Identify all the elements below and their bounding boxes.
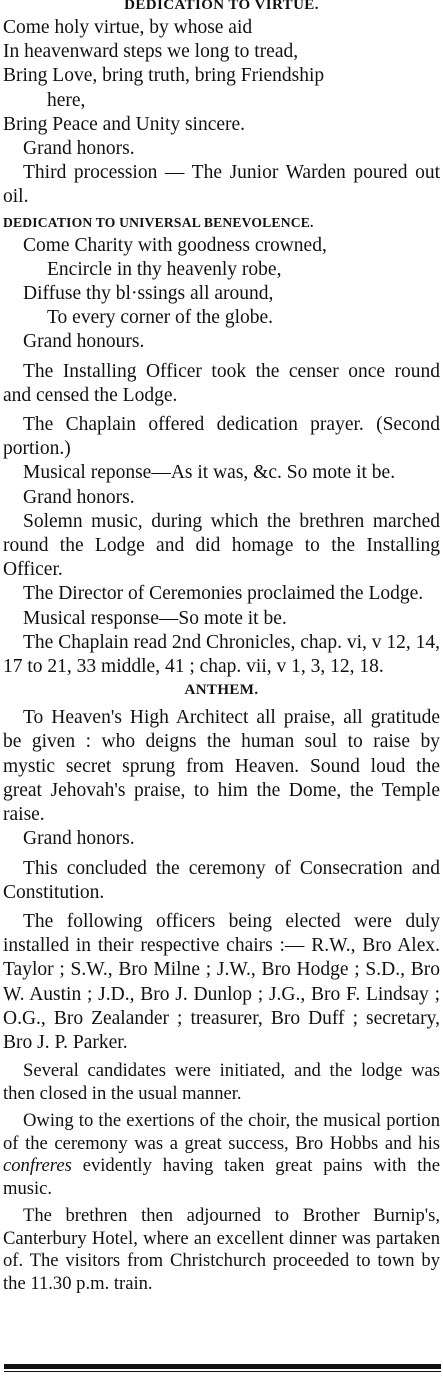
confreres-italic: confreres bbox=[3, 1155, 72, 1177]
verse-line: here, bbox=[47, 89, 86, 111]
benevolence-verse bbox=[3, 234, 440, 331]
candidates-paragraph: Several candidates were initiated, and the lodge was then closed in the usual manner. bbox=[3, 1060, 440, 1104]
third-procession-paragraph: Third procession — The Junior Warden poured out oil. bbox=[3, 162, 440, 208]
verse-line: To every corner of the globe. bbox=[47, 307, 274, 329]
dinner-paragraph: The brethren then adjourned to Brother Burnip's, Canterbury Hotel, where an excellent dinner was partaken of. The visitors from Christchurch proceeded to town by the 11.30 p.m. train. bbox=[3, 1205, 440, 1294]
musical-response-paragraph: Musical response—So mote it be. bbox=[23, 607, 287, 629]
verse-line: Come holy virtue, by whose aid bbox=[3, 17, 253, 38]
chronicles-paragraph: The Chaplain read 2nd Chronicles, chap. vi, v 12, 14, 17 to 21, 33 middle, 41 ; chap. vii, v 1, 3, 12, 18. bbox=[3, 631, 440, 678]
end-rule-thin bbox=[4, 1371, 441, 1372]
choir-text-end: evidently having taken great pains with the music. bbox=[3, 1155, 440, 1199]
verse-line: In heavenward steps we long to tread, bbox=[3, 41, 299, 63]
verse-line: Bring Love, bring truth, bring Friendship bbox=[3, 65, 325, 87]
verse-line: Diffuse thy bl·ssings all around, bbox=[23, 283, 274, 305]
musical-reponse-paragraph: Musical reponse—As it was, &c. So mote it be. bbox=[23, 462, 396, 484]
grand-honors-2: Grand honors. bbox=[23, 828, 135, 850]
grand-honors: Grand honors. bbox=[23, 138, 135, 160]
anthem-heading: ANTHEM. bbox=[184, 682, 259, 699]
anthem-paragraph: To Heaven's High Architect all praise, all gratitude be given : who deigns the human soul to raise by mystic secret sprung from Heaven. Sound loud the great Jehovah's praise, to him the Dome, the Temple raise. bbox=[3, 707, 440, 826]
concluded-paragraph: This concluded the ceremony of Consecration and Constitution. bbox=[3, 857, 440, 903]
director-paragraph: The Director of Ceremonies proclaimed the Lodge. bbox=[23, 583, 424, 605]
verse-line: Encircle in thy heavenly robe, bbox=[47, 258, 282, 280]
verse-line: Come Charity with goodness crowned, bbox=[23, 234, 327, 256]
choir-paragraph bbox=[3, 1110, 440, 1200]
end-rule-thick bbox=[4, 1364, 441, 1369]
grand-honors: Grand honors. bbox=[23, 486, 135, 508]
dedication-virtue-heading: DEDICATION TO VIRTUE. bbox=[124, 0, 319, 13]
dedication-benevolence-heading: DEDICATION TO UNIVERSAL BENEVOLENCE. bbox=[3, 214, 314, 230]
choir-text-start: Owing to the exertions of the choir, the musical portion of the ceremony was a great success, Bro Hobbs and his bbox=[3, 1110, 440, 1154]
virtue-verse bbox=[3, 16, 440, 137]
solemn-music-paragraph: Solemn music, during which the brethren marched round the Lodge and did homage to the Installing Officer. bbox=[3, 510, 440, 581]
chaplain-prayer-paragraph: The Chaplain offered dedication prayer. (Second portion.) bbox=[3, 414, 440, 460]
officers-paragraph: The following officers being elected were duly installed in their respective chairs :— R.W., Bro Alex. Taylor ; S.W., Bro Milne ; J.W., Bro Hodge ; S.D., Bro W. Austin ; J.D., Bro J. Dunlop ; J.G., Bro F. Lindsay ; O.G., Bro Zealander ; treasurer, Bro Duff ; secretary, Bro J. P. Parker. bbox=[3, 910, 440, 1053]
verse-line: Bring Peace and Unity sincere. bbox=[3, 113, 246, 135]
grand-honours: Grand honours. bbox=[23, 331, 145, 353]
censer-paragraph: The Installing Officer took the censer once round and censed the Lodge. bbox=[3, 360, 440, 406]
